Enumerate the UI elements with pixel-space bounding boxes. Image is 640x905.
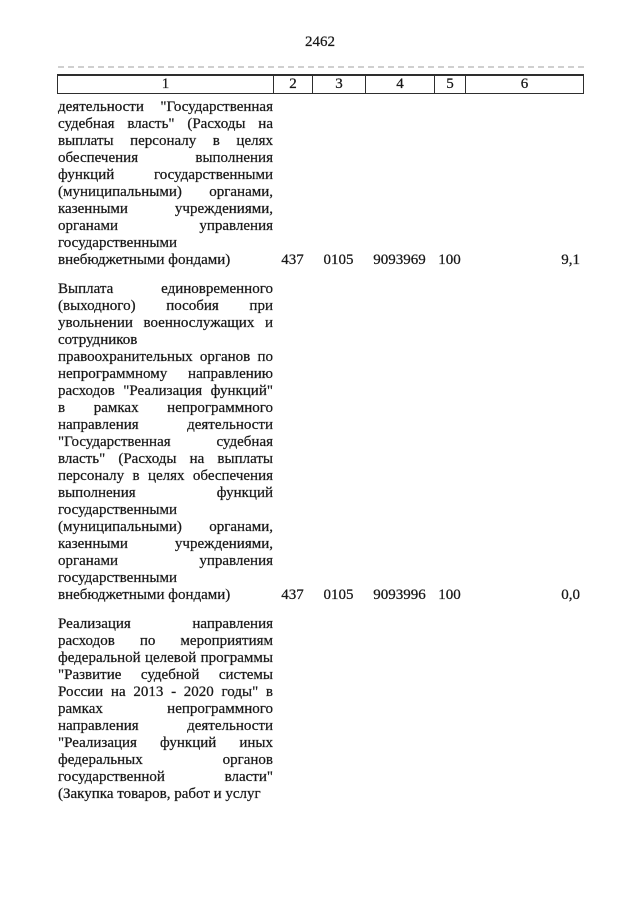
value-cell-col6: 0,0 (561, 587, 580, 603)
text-line: (Закупка товаров, работ и услуг (58, 786, 261, 802)
value-cell-col3: 0105 (323, 587, 354, 603)
text-line: направления деятельности (58, 417, 273, 433)
text-line: Реализация направления (58, 616, 273, 632)
text-line: "Развитие судебной системы (58, 667, 273, 683)
text-line: расходов "Реализация функций" (58, 383, 273, 399)
text-line: внебюджетными фондами) (58, 587, 231, 603)
text-line: функций государственными (58, 167, 273, 183)
header-col-4: 4 (365, 76, 434, 93)
text-line: выплаты персоналу в целях (58, 133, 273, 149)
text-line: направления деятельности (58, 718, 273, 734)
row-text-cell (58, 99, 273, 269)
value-cell-col5: 100 (438, 587, 461, 603)
text-line: обеспечения выполнения (58, 150, 273, 166)
value-cell-col3: 0105 (323, 252, 354, 268)
text-line: в рамках непрограммного (58, 400, 273, 416)
table-row (58, 99, 585, 269)
text-line: увольнении военнослужащих и (58, 315, 273, 331)
text-line: Выплата единовременного (58, 281, 273, 297)
text-line: непрограммному направлению (58, 366, 273, 382)
text-line: органами управления (58, 553, 273, 569)
text-line: сотрудников (58, 332, 138, 348)
text-line: (муниципальными) органами, (58, 519, 273, 535)
text-line: России на 2013 - 2020 годы" в (58, 684, 273, 700)
text-line: (муниципальными) органами, (58, 184, 273, 200)
text-line: рамках непрограммного (58, 701, 273, 717)
text-line: внебюджетными фондами) (58, 252, 231, 268)
value-cell-col2: 437 (281, 252, 304, 268)
header-col-2: 2 (273, 76, 312, 93)
scan-artifact-line (58, 66, 584, 68)
text-line: федеральных органов (58, 752, 273, 768)
text-line: власть" (Расходы на выплаты (58, 451, 273, 467)
table-row (58, 616, 585, 803)
table-body (58, 99, 585, 815)
value-cell-col4: 9093969 (373, 252, 426, 268)
text-line: казенными учреждениями, (58, 201, 273, 217)
text-line: федеральной целевой программы (58, 650, 273, 666)
text-line: судебная власть" (Расходы на (58, 116, 273, 132)
text-line: государственными (58, 502, 177, 518)
value-cell-col4: 9093996 (373, 587, 426, 603)
header-col-5: 5 (434, 76, 465, 93)
text-line: правоохранительных органов по (58, 349, 273, 365)
header-col-3: 3 (312, 76, 365, 93)
value-cell-col5: 100 (438, 252, 461, 268)
row-text-cell (58, 616, 273, 803)
text-line: деятельности "Государственная (58, 99, 273, 115)
text-line: государственной власти" (58, 769, 273, 785)
text-line: расходов по мероприятиям (58, 633, 273, 649)
row-text-cell (58, 281, 273, 604)
table-header-row (57, 74, 584, 94)
text-line: "Реализация функций иных (58, 735, 273, 751)
header-col-6: 6 (465, 76, 583, 93)
table-row (58, 281, 585, 604)
header-col-1: 1 (161, 76, 170, 92)
text-line: выполнения функций (58, 485, 273, 501)
value-cell-col6: 9,1 (561, 252, 580, 268)
text-line: казенными учреждениями, (58, 536, 273, 552)
value-cell-col2: 437 (281, 587, 304, 603)
page-number: 2462 (305, 34, 335, 50)
text-line: (выходного) пособия при (58, 298, 273, 314)
text-line: "Государственная судебная (58, 434, 273, 450)
text-line: государственными (58, 235, 177, 251)
text-line: органами управления (58, 218, 273, 234)
text-line: государственными (58, 570, 177, 586)
text-line: персоналу в целях обеспечения (58, 468, 273, 484)
